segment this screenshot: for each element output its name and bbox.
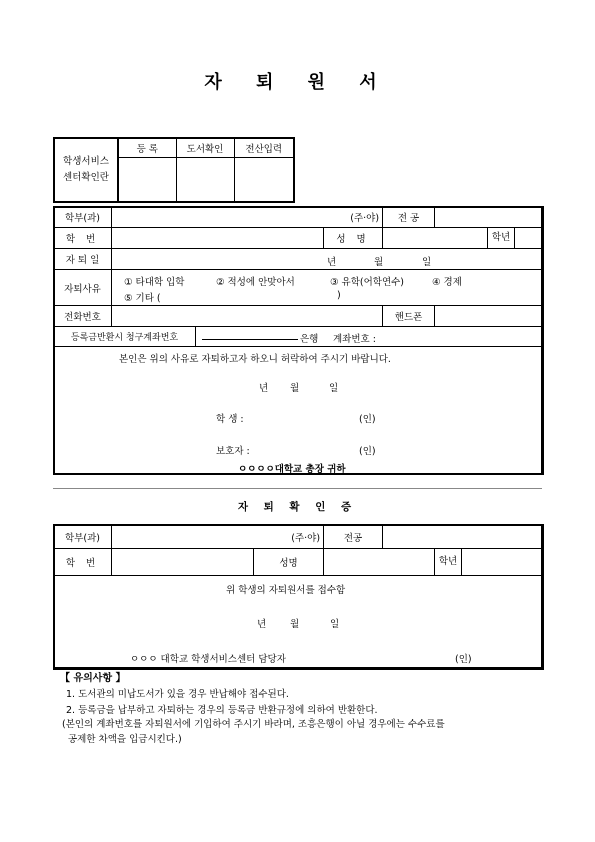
sign-month-label: 월 xyxy=(290,383,300,394)
dept-label: 학부(과) xyxy=(54,207,112,228)
confirm-statement: 위 학생의 자퇴원서를 접수함 xyxy=(226,585,346,596)
refund-account-field[interactable] xyxy=(196,327,544,347)
student-seal[interactable]: (인) xyxy=(359,414,376,425)
grade-label: 학년 xyxy=(488,228,515,248)
confirm-name-field[interactable] xyxy=(324,549,435,576)
guardian-sign-label: 보호자 : xyxy=(216,446,250,457)
document-title: 자 퇴 원 서 xyxy=(204,72,391,93)
confirm-major-label: 전공 xyxy=(324,525,383,549)
confirm-month-label: 월 xyxy=(290,619,300,630)
confirmation-form xyxy=(53,524,544,670)
confirm-day-label: 일 xyxy=(330,619,340,630)
refund-account-label: 등록금반환시 청구계좌번호 xyxy=(54,327,196,347)
reason-option-5[interactable]: ⑤ 기타 ( xyxy=(124,293,161,304)
major-field[interactable] xyxy=(435,207,544,228)
name-label: 성 명 xyxy=(324,228,383,249)
statement-text: 본인은 위의 사유로 자퇴하고자 하오니 허락하여 주시기 바랍니다. xyxy=(119,354,391,365)
dept-field[interactable] xyxy=(112,207,383,228)
reason-other-close: ) xyxy=(337,290,341,301)
notes-heading: 【 유의사항 】 xyxy=(60,673,126,684)
confirm-day-night-label: (주·야) xyxy=(291,532,321,544)
officer-seal[interactable]: (인) xyxy=(455,654,472,665)
confirm-dept-label: 학부(과) xyxy=(54,525,112,549)
withdraw-date-label: 자 퇴 일 xyxy=(54,249,112,270)
reason-field[interactable] xyxy=(112,270,544,306)
major-label: 전 공 xyxy=(383,207,435,228)
application-form xyxy=(53,206,544,475)
student-no-field[interactable] xyxy=(112,228,324,249)
student-sign-label: 학 생 : xyxy=(216,414,244,425)
confirm-year-label: 년 xyxy=(257,619,267,630)
mobile-label: 핸드폰 xyxy=(383,306,435,327)
system-entry-cell[interactable] xyxy=(234,157,294,202)
header-library-check: 도서확인 xyxy=(176,138,234,157)
reason-option-4[interactable]: ④ 경제 xyxy=(432,277,462,288)
sign-year-label: 년 xyxy=(259,383,269,394)
note-item-3: (본인의 계좌번호를 자퇴원서에 기입하여 주시기 바라며, 조흥은행이 아닐 경우에는 수수료를 xyxy=(62,719,445,730)
phone-field[interactable] xyxy=(112,306,383,327)
reason-option-3[interactable]: ③ 유학(어학연수) xyxy=(330,277,405,288)
note-item-4: 공제한 차액을 입금시킨다.) xyxy=(68,734,182,745)
sign-day-label: 일 xyxy=(329,383,339,394)
note-item-1: 1. 도서관의 미납도서가 있을 경우 반납해야 접수된다. xyxy=(66,689,289,700)
note-item-2: 2. 등록금을 납부하고 자퇴하는 경우의 등록금 반환규정에 의하여 반환한다. xyxy=(66,705,378,716)
name-field[interactable] xyxy=(383,228,488,249)
officer-line: ㅇㅇㅇ 대학교 학생서비스센터 담당자 xyxy=(130,654,286,665)
center-confirm-label: 학생서비스 센터확인란 xyxy=(54,138,118,202)
bank-name-field[interactable] xyxy=(202,329,298,340)
confirm-grade-label: 학년 xyxy=(435,549,462,575)
student-no-label: 학 번 xyxy=(54,228,112,249)
phone-label: 전화번호 xyxy=(54,306,112,327)
center-confirm-box xyxy=(53,137,295,203)
header-registration: 등 록 xyxy=(118,138,176,157)
mobile-field[interactable] xyxy=(435,306,544,327)
year-label: 년 xyxy=(327,257,337,268)
confirm-student-no-field[interactable] xyxy=(112,549,254,576)
bank-suffix: 은행 xyxy=(300,334,319,345)
registration-check-cell[interactable] xyxy=(118,157,176,202)
account-no-label: 계좌번호 : xyxy=(333,334,376,345)
confirmation-title: 자 퇴 확 인 증 xyxy=(237,501,358,513)
confirm-major-field[interactable] xyxy=(383,525,544,549)
reason-option-2[interactable]: ② 적성에 안맞아서 xyxy=(216,277,295,288)
day-night-label: (주·야) xyxy=(350,213,380,224)
confirm-dept-field[interactable] xyxy=(112,525,324,549)
reason-label: 자퇴사유 xyxy=(54,270,112,306)
guardian-seal[interactable]: (인) xyxy=(359,446,376,457)
month-label: 월 xyxy=(374,257,384,268)
library-check-cell[interactable] xyxy=(176,157,234,202)
withdraw-date-field[interactable] xyxy=(112,249,544,270)
grade-cell[interactable] xyxy=(488,228,544,249)
reason-option-1[interactable]: ① 타대학 입학 xyxy=(124,277,185,288)
confirm-student-no-label: 학 번 xyxy=(54,549,112,576)
header-system-entry: 전산입력 xyxy=(234,138,294,157)
confirm-grade-cell[interactable] xyxy=(435,549,544,576)
section-divider xyxy=(53,488,542,489)
confirm-statement-area xyxy=(54,576,544,670)
statement-area xyxy=(54,347,544,475)
confirm-name-label: 성명 xyxy=(254,549,324,576)
day-label: 일 xyxy=(422,257,432,268)
addressee: ㅇㅇㅇㅇ대학교 총장 귀하 xyxy=(238,464,346,475)
